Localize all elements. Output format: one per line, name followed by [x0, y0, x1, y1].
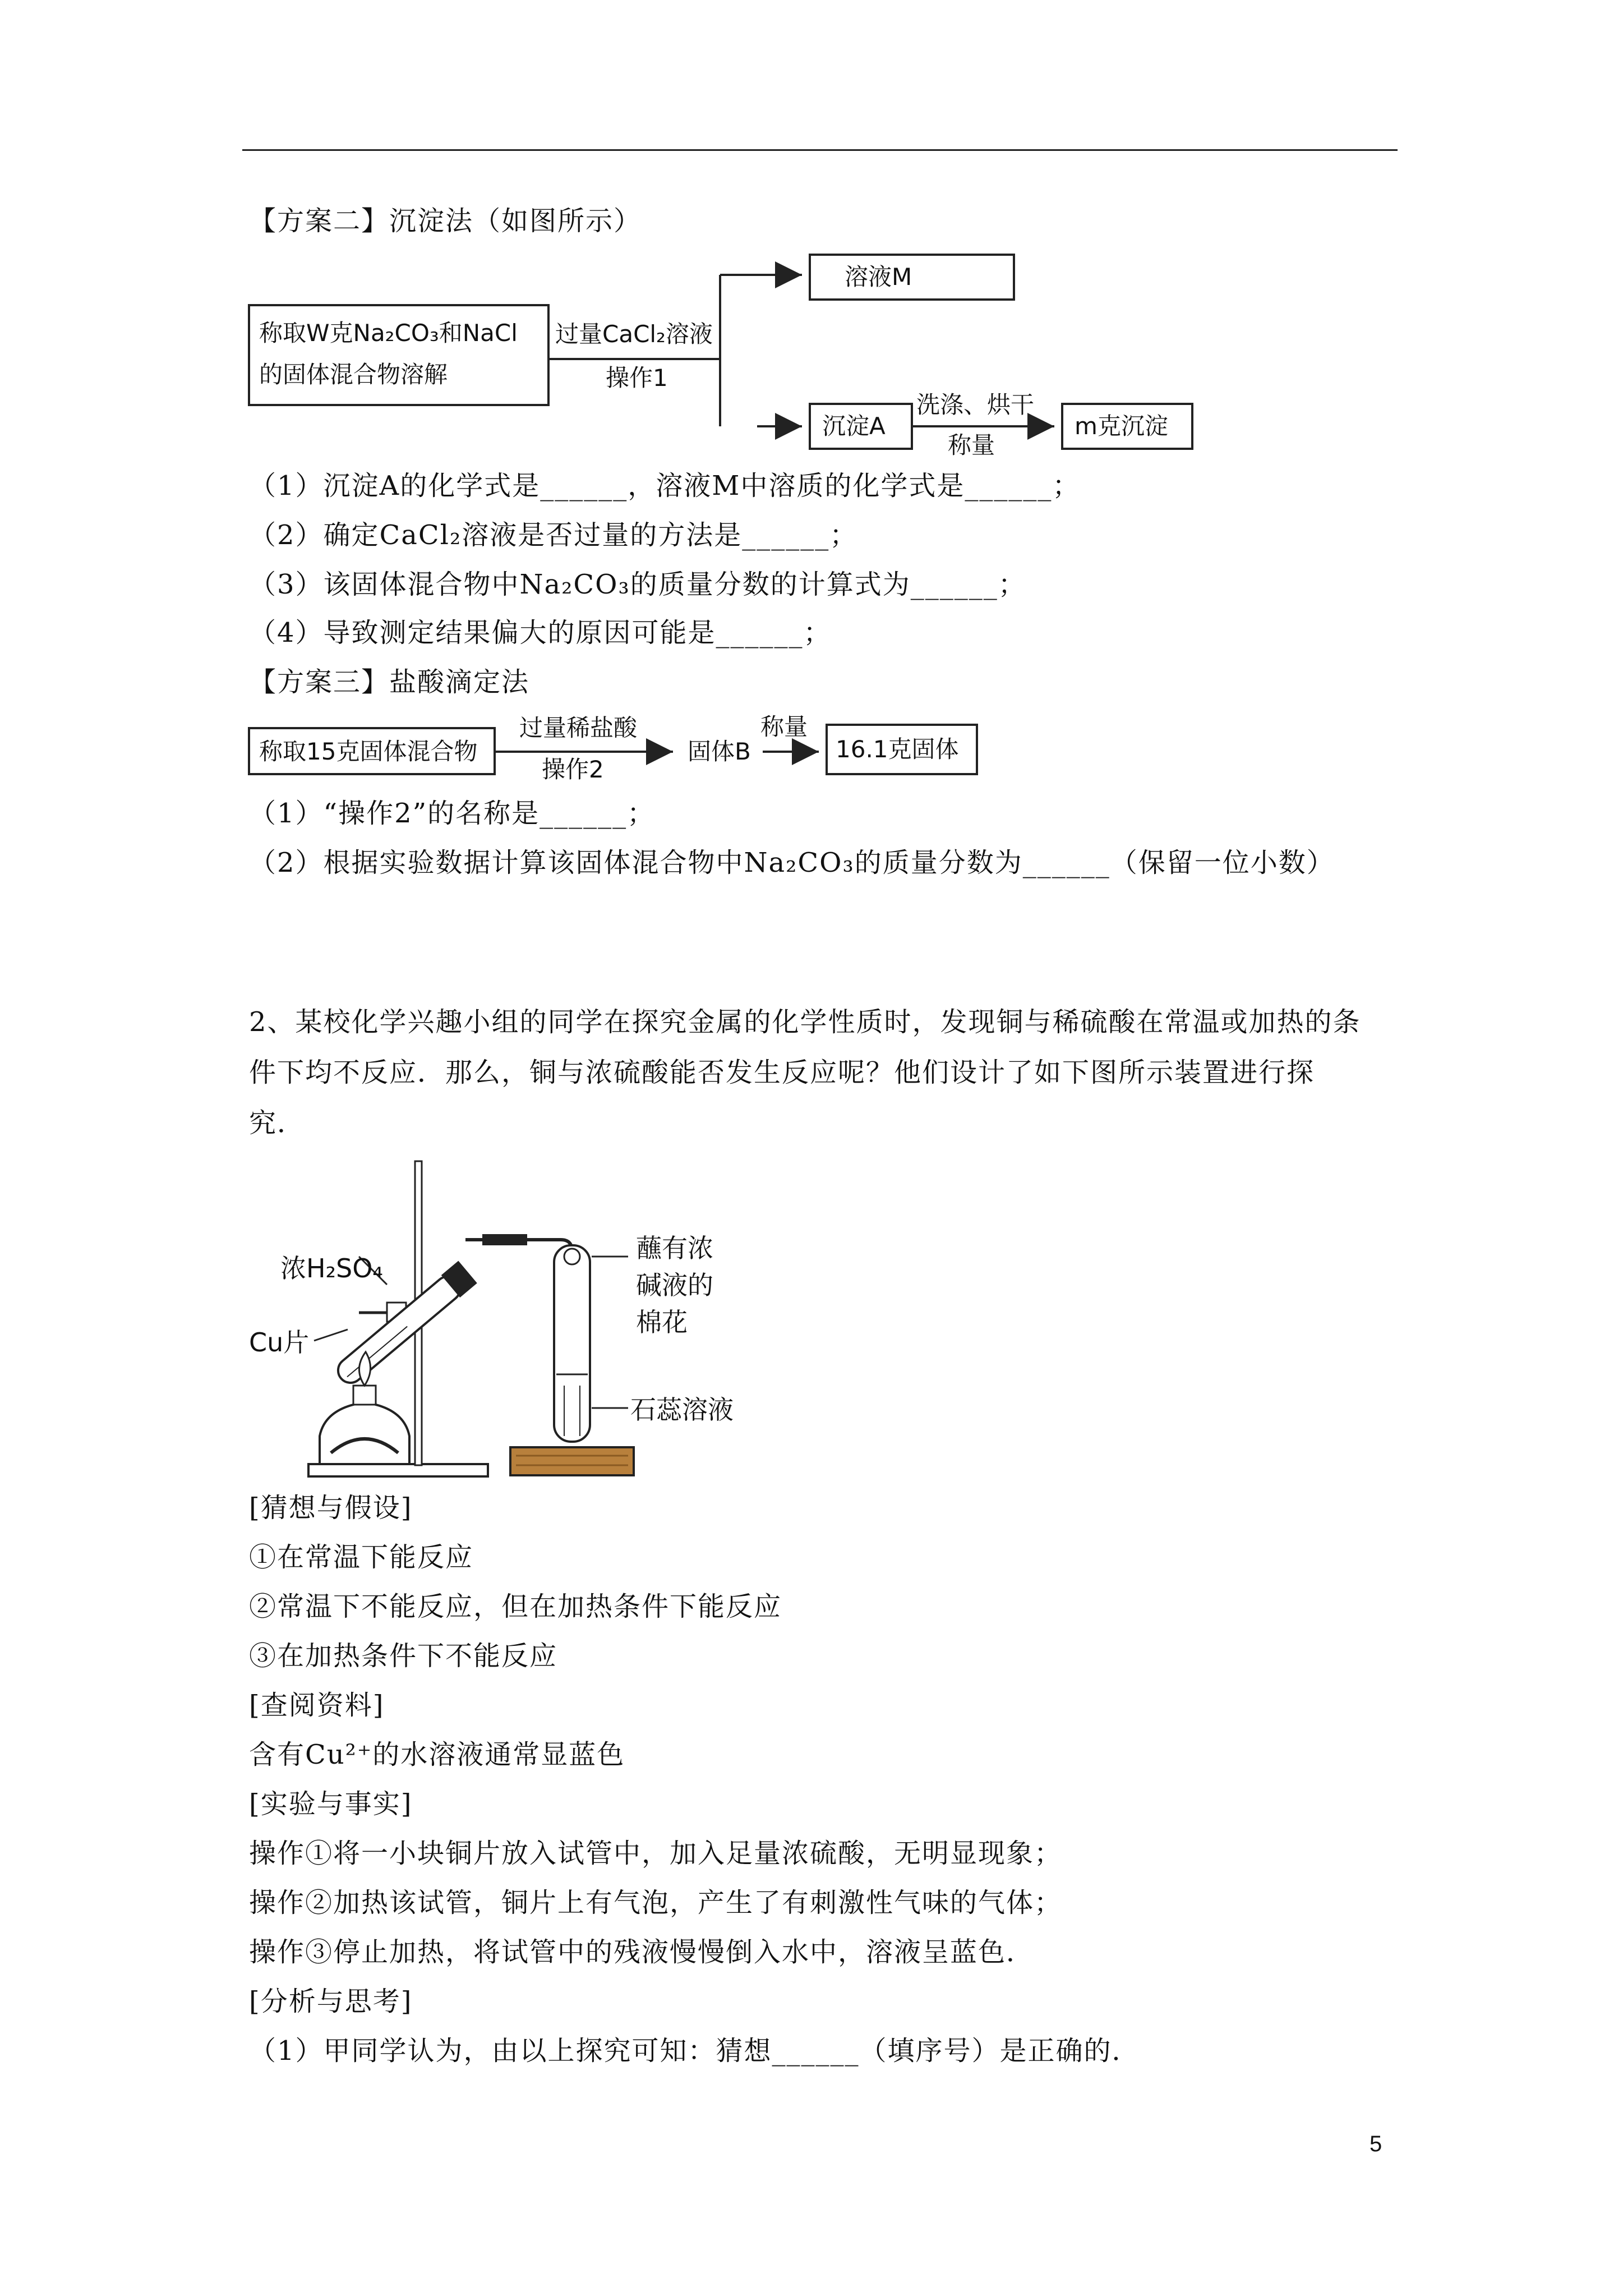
plan3-arrow2-top: 称量: [760, 713, 808, 740]
plan2-question-3: （3）该固体混合物中Na₂CO₃的质量分数的计算式为______；: [249, 569, 1026, 600]
q2-line-11: [分析与思考]: [249, 1986, 413, 2017]
plan3-question-1: （1）“操作2”的名称是______；: [249, 798, 656, 829]
apparatus-diagram: [247, 1144, 808, 1481]
plan2-start-box: [248, 304, 550, 406]
q2-line-3: ②常温下不能反应，但在加热条件下能反应: [249, 1591, 782, 1622]
q2-intro-line-2: 件下均不反应．那么，铜与浓硫酸能否发生反应呢？他们设计了如下图所示装置进行探: [249, 1057, 1315, 1088]
plan2-arrow1-bottom: 操作1: [606, 364, 668, 392]
litmus-label: 石蕊溶液: [630, 1395, 734, 1425]
plan2-question-4: （4）导致测定结果偏大的原因可能是______；: [249, 617, 832, 648]
q2-line-1: [猜想与假设]: [249, 1492, 413, 1524]
plan2-question-1: （1）沉淀A的化学式是______，溶液M中溶质的化学式是______；: [249, 470, 1081, 501]
plan3-result-label: 16.1克固体: [836, 735, 959, 763]
plan3-question-2: （2）根据实验数据计算该固体混合物中Na₂CO₃的质量分数为______（保留一位小数）: [249, 847, 1335, 878]
plan3-start-box: [248, 727, 496, 775]
cotton-label-2: 碱液的: [636, 1270, 713, 1300]
plan2-heading: 【方案二】沉淀法（如图所示）: [249, 205, 642, 237]
q2-line-12: （1）甲同学认为，由以上探究可知：猜想______（填序号）是正确的．: [249, 2035, 1140, 2067]
q2-line-6: 含有Cu²⁺的水溶液通常显蓝色: [249, 1739, 625, 1770]
q2-intro-line-3: 究．: [249, 1107, 306, 1139]
plan3-start-label: 称取15克固体混合物: [259, 738, 478, 765]
q2-line-4: ③在加热条件下不能反应: [249, 1640, 558, 1672]
plan3-middle-label: 固体B: [688, 738, 751, 765]
q2-line-7: [实验与事实]: [249, 1788, 413, 1820]
plan2-arrow2-top: 洗涤、烘干: [916, 391, 1035, 418]
q2-line-5: [查阅资料]: [249, 1690, 385, 1721]
q2-line-2: ①在常温下能反应: [249, 1542, 474, 1573]
page-number: 5: [1370, 2132, 1382, 2156]
plan2-arrow1-top: 过量CaCl₂溶液: [555, 320, 713, 348]
copper-label: Cu片: [249, 1327, 310, 1358]
q2-line-8: 操作①将一小块铜片放入试管中，加入足量浓硫酸，无明显现象；: [249, 1838, 1063, 1869]
acid-label: 浓H₂SO₄: [280, 1253, 383, 1283]
q2-intro-line-1: 2、某校化学兴趣小组的同学在探究金属的化学性质时，发现铜与稀硫酸在常温或加热的条: [249, 1006, 1361, 1038]
precipitate-a-box: [809, 403, 913, 450]
plan2-start-line1: 称取W克Na₂CO₃和NaCl: [259, 319, 518, 347]
m-precipitate-label: m克沉淀: [1075, 412, 1168, 440]
plan3-arrow1-bottom: 操作2: [542, 756, 604, 783]
solution-m-label: 溶液M: [845, 263, 912, 291]
plan2-question-2: （2）确定CaCl₂溶液是否过量的方法是______；: [249, 519, 858, 551]
precipitate-a-label: 沉淀A: [822, 412, 886, 440]
plan2-start-line2: 的固体混合物溶解: [259, 361, 448, 388]
plan3-heading: 【方案三】盐酸滴定法: [249, 666, 530, 698]
q2-line-10: 操作③停止加热，将试管中的残液慢慢倒入水中，溶液呈蓝色．: [249, 1936, 1035, 1968]
cotton-label-1: 蘸有浓: [636, 1233, 713, 1263]
plan2-arrow2-bottom: 称量: [948, 431, 995, 459]
m-precipitate-box: [1061, 403, 1193, 450]
solution-m-box: [809, 254, 1015, 301]
plan3-result-box: [826, 724, 978, 775]
q2-line-9: 操作②加热该试管，铜片上有气泡，产生了有刺激性气味的气体；: [249, 1887, 1063, 1918]
cotton-label-3: 棉花: [636, 1307, 688, 1337]
plan3-arrow1-top: 过量稀盐酸: [519, 714, 638, 742]
